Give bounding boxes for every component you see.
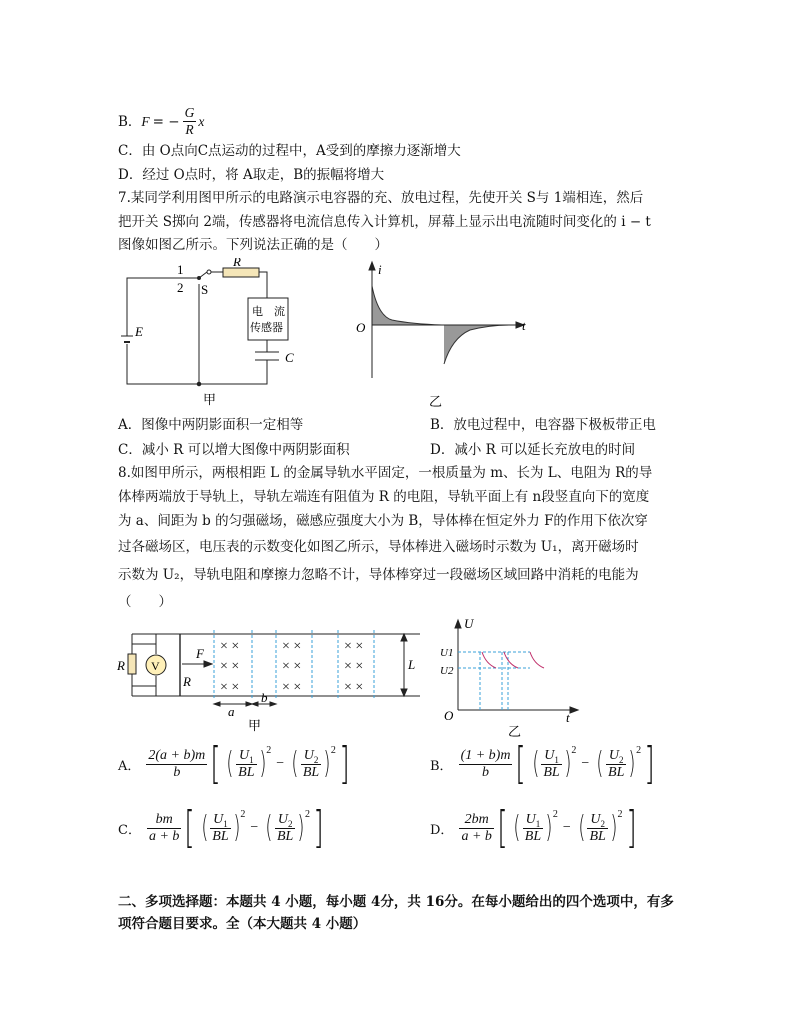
q8-option-c-num: bm [147,812,181,829]
u: U [277,811,288,827]
bl: BL [524,828,542,844]
square: 2 [617,808,623,820]
minus: − [250,820,259,835]
q8-field-cross: × × [344,680,364,695]
bl: BL [276,828,294,844]
paren: ) [297,810,305,845]
q8-graph-label-O: O [444,708,454,723]
q7-circuit-diagram [115,258,315,410]
paren: ) [232,810,241,845]
q7-circuit-label-2: 2 [177,280,184,295]
paren: ) [258,746,266,781]
paren: ( [200,810,208,845]
q6-option-b-eq: = − [152,113,180,130]
paren: ( [291,746,299,781]
q8-option-d-prefix: D． [430,822,454,838]
q8-option-b-den: b [482,764,489,780]
q7-option-d: D．减小 R 可以延长充放电的时间 [430,442,636,458]
u: U [525,811,536,827]
square: 2 [552,808,558,820]
paren: ( [226,746,234,781]
sub: 1 [223,818,228,829]
q8-option-b-coef [459,748,513,781]
q8-field-cross: × × [220,659,240,674]
q7-circuit-label-C: C [285,350,294,365]
q8-label-b: b [261,690,268,705]
q6-option-b-x: x [198,113,205,129]
q8-label-R-rod: R [183,674,191,689]
q8-option-a [118,738,353,789]
frac-num [236,748,256,765]
q7-graph-label-t: t [522,318,526,333]
q8-option-b-bracket-right: ] [644,738,655,789]
q8-stem-line6: （ ） [118,594,172,610]
q8-stem-line3: 为 a、间距为 b 的匀强磁场，磁感应强度大小为 B，导体棒在恒定外力 F的作用下依次穿 [118,513,648,529]
q6-option-b-den: R [185,122,194,137]
q8-field-cross: × × [282,659,302,674]
q8-option-c-den: a + b [148,828,180,844]
u: U [608,747,620,763]
q6-option-c: C．由 O点向C点运动的过程中，A受到的摩擦力逐渐增大 [118,143,461,159]
q8-graph-label-U2: U2 [440,665,454,677]
q8-graph-caption: 乙 [508,724,522,739]
q8-graph-label-U: U [464,616,474,631]
q8-stem-line4: 过各磁场区，电压表的示数变化如图乙所示，导体棒进入磁场时示数为 U₁，离开磁场时 [118,539,639,555]
q8-option-a-den: b [173,764,181,780]
q8-option-c [118,802,327,853]
frac-num [606,748,626,765]
paren: ( [513,810,521,845]
q7-option-c: C．减小 R 可以增大图像中两阴影面积 [118,442,350,458]
q8-option-a-coef [146,748,207,781]
sub: 2 [287,818,293,829]
q8-option-d-coef [459,812,493,845]
q8-stem-line5: 示数为 U₂，导轨电阻和摩擦力忽略不计，导体棒穿过一段磁场区域回路中消耗的电能为 [118,567,639,583]
q6-option-b-F: F [141,113,150,129]
q8-option-d-den: a + b [461,828,492,844]
q8-option-d-u2-frac [587,812,607,845]
bl: BL [238,764,255,780]
bl: BL [302,764,320,780]
section-heading-line1: 二、多项选择题：本题共 4 小题，每小题 4分，共 16分。在每小题给出的四个选项中，有多 [118,894,674,910]
q8-option-c-bracket-right: ] [313,802,324,853]
q7-stem-line2: 把开关 S掷向 2端，传感器将电流信息传入计算机，屏幕上显示出电流随时间变化的 i − t [118,214,651,230]
q8-option-a-prefix: A． [118,758,141,774]
frac-num [587,812,607,829]
frac-num [541,748,561,765]
q8-field-cross: × × [344,639,364,654]
paren: ) [628,746,636,781]
q8-option-b-bracket-left: [ [515,738,527,789]
q7-circuit-caption: 甲 [203,392,217,407]
sub: 2 [313,754,319,765]
q8-option-d-bracket-right: ] [625,802,637,853]
q8-option-c-u2-frac [275,812,295,845]
frac-num [210,812,230,829]
q6-option-b-prefix: B． [118,113,142,130]
u: U [544,747,555,763]
q8-option-b-num: (1 + b)m [460,747,511,763]
paren: ) [610,810,618,845]
square: 2 [636,744,642,756]
minus: − [562,820,571,835]
q7-option-b: B．放电过程中，电容器下极板带正电 [430,417,656,433]
q6-option-b-num: G [184,105,195,120]
q8-label-F: F [196,646,204,661]
q6-option-b-fraction [183,105,197,138]
q8-option-a-num: 2(a + b)m [148,747,206,763]
square: 2 [266,744,272,756]
bl: BL [608,764,625,780]
paren: ) [323,746,331,781]
bl: BL [212,828,229,844]
q8-option-c-coef [147,812,181,845]
section-heading-line2: 项符合题目要求。全（本大题共 4 小题） [118,916,367,932]
q8-option-b-u1-frac [541,748,561,781]
q7-graph-caption: 乙 [429,394,443,409]
q7-option-a: A．图像中两阴影面积一定相等 [118,417,304,433]
q8-field-cross: × × [344,659,364,674]
paren: ( [578,810,586,845]
q8-option-a-bracket-left: [ [210,738,222,789]
q8-option-a-u2-frac [301,748,321,781]
q8-option-c-prefix: C． [118,822,141,838]
q7-circuit-label-S: S [201,282,209,297]
q8-label-L: L [408,657,416,672]
q7-sensor-line1: 电 流 [252,306,285,318]
square: 2 [571,744,577,756]
minus: − [276,756,285,771]
square: 2 [305,808,311,820]
sub: 1 [554,754,559,765]
q7-graph-label-i: i [378,262,382,277]
q8-field-cross: × × [220,680,240,695]
q8-label-R-resistor: R [117,658,125,673]
q8-option-d-num: 2bm [459,812,493,829]
q7-circuit-label-1: 1 [177,262,184,277]
q8-field-cross: × × [220,639,240,654]
q7-stem-line3: 图像如图乙所示。下列说法正确的是（ ） [118,237,388,253]
q8-rail-diagram [116,624,428,734]
minus: − [581,756,590,771]
frac-num [301,748,321,765]
q8-option-a-u1-frac [236,748,256,781]
q8-option-b-prefix: B． [430,758,453,774]
q8-field-cross: × × [282,639,302,654]
frac-num [523,812,543,829]
q8-field-cross: × × [282,680,302,695]
q7-graph-label-O: O [356,320,366,335]
paren: ( [531,746,539,781]
q8-option-d-u1-frac [523,812,543,845]
q8-graph-label-t: t [566,710,570,725]
q8-stem-line2: 体棒两端放于导轨上，导轨左端连有阻值为 R 的电阻，导轨平面上有 n段竖直向下的宽度 [118,489,650,505]
q7-stem-line1: 7.某同学利用图甲所示的电路演示电容器的充、放电过程，先使开关 S与 1端相连，然后 [118,190,644,206]
sub: 1 [249,754,254,765]
u: U [303,747,314,763]
q8-option-a-bracket-right: ] [339,738,350,789]
paren: ) [545,810,553,845]
sub: 2 [600,818,605,829]
sub: 1 [535,818,541,829]
q8-label-a: a [228,704,235,719]
paren: ) [564,746,572,781]
q8-diagram-caption: 甲 [248,718,262,733]
q8-option-d [430,802,640,853]
q8-option-d-bracket-left: [ [497,802,508,853]
q8-stem-line1: 8.如图甲所示，两根相距 L 的金属导轨水平固定，一根质量为 m、长为 L、电阻为 R的导 [118,465,653,481]
sub: 2 [619,754,624,765]
q7-it-graph [352,258,532,410]
bl: BL [589,828,606,844]
q7-circuit-label-R: R [233,258,241,269]
q8-option-c-bracket-left: [ [184,802,196,853]
u: U [590,811,601,827]
frac-num [275,812,295,829]
q8-label-V: V [151,659,160,673]
paren: ( [265,810,273,845]
q8-option-c-u1-frac [210,812,230,845]
q8-ut-graph [434,614,594,740]
u: U [213,811,224,827]
u: U [239,747,250,763]
paren: ( [596,746,604,781]
q7-circuit-label-E: E [135,324,143,339]
q8-graph-label-U1: U1 [440,647,454,659]
q7-sensor-line2: 传感器 [250,322,283,334]
square: 2 [330,744,336,756]
q6-option-b [118,105,204,138]
square: 2 [240,808,246,820]
q6-option-d: D．经过 O点时，将 A取走，B的振幅将增大 [118,167,385,183]
bl: BL [543,764,560,780]
q8-option-b-u2-frac [606,748,626,781]
q8-option-b [430,738,658,789]
